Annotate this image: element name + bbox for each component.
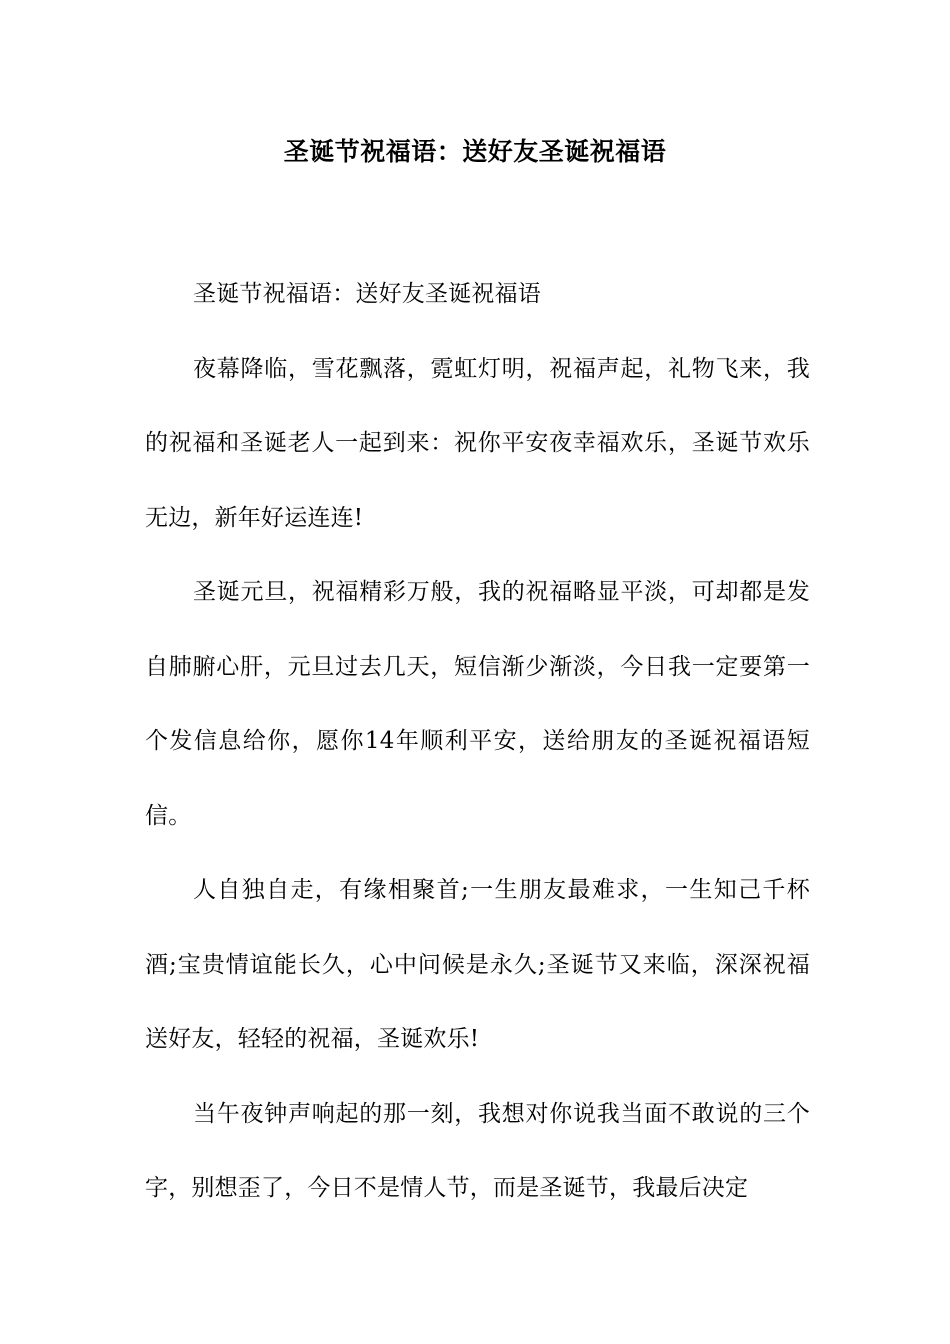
paragraph-2: 圣诞元旦，祝福精彩万般，我的祝福略显平淡，可却都是发自肺腑心肝，元旦过去几天，短信渐少渐淡，今日我一定要第一个发信息给你，愿你14年顺利平安，送给朋友的圣诞祝福语短信。 (145, 579, 810, 829)
paragraph-1: 夜幕降临，雪花飘落，霓虹灯明，祝福声起，礼物飞来，我的祝福和圣诞老人一起到来：祝你平安夜幸福欢乐，圣诞节欢乐无边，新年好运连连! (145, 355, 810, 531)
paragraph-subtitle: 圣诞节祝福语：送好友圣诞祝福语 (193, 281, 541, 307)
document-body (145, 257, 810, 1226)
paragraph-3: 人自独自走，有缘相聚首;一生朋友最难求，一生知己千杯酒;宝贵情谊能长久，心中问候是永久;圣诞节又来临，深深祝福送好友，轻轻的祝福，圣诞欢乐! (145, 877, 810, 1052)
paragraph-4: 当午夜钟声响起的那一刻，我想对你说我当面不敢说的三个字，别想歪了，今日不是情人节，而是圣诞节，我最后决定 (145, 1100, 810, 1201)
document-title: 圣诞节祝福语：送好友圣诞祝福语 (283, 137, 667, 166)
